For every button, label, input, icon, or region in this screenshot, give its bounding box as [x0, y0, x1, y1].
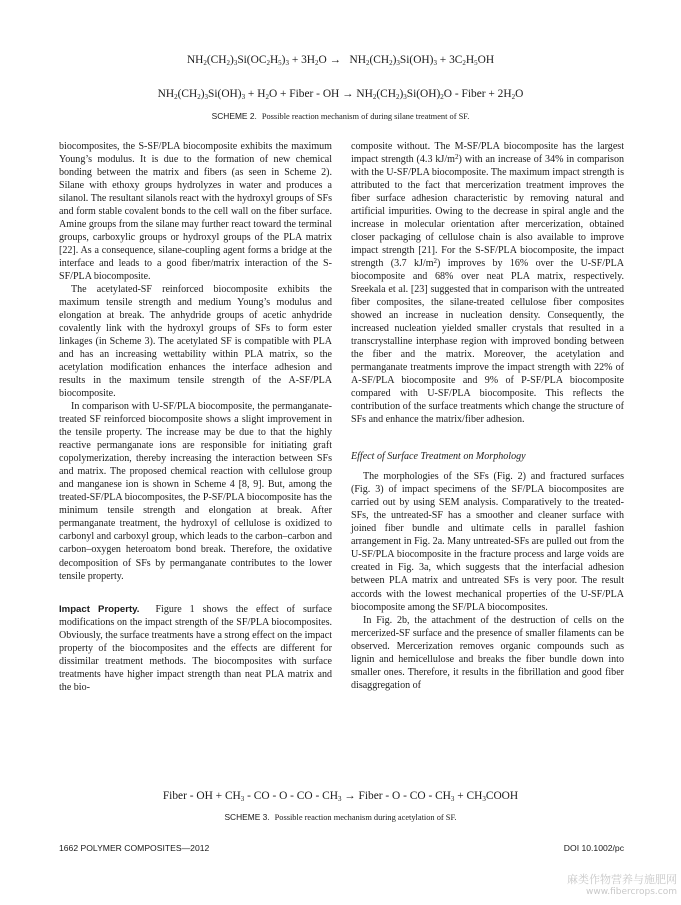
right-paragraph-3: In Fig. 2b, the attachment of the destruction of cells on the mercerized-SF surface and the presence of smaller filaments can be observed. Mercerization removes organic compounds such as lignin and hemicellulose and breaks the fiber bundle down into smaller ones. Therefore, it results in the fibrillation and good fiber disaggregation of: [351, 614, 624, 691]
left-paragraph-3: In comparison with U-SF/PLA biocomposite, the permanganate-treated SF reinforced biocomposite shows a slight improvement in the tensile property. The increase may be due to that the highly reactive permanganate ions are responsible for initiating graft copolymerization, thereby increasing the interaction between SFs and matrix. The proposed chemical reaction with cellulose group and manganese ion is shown in Scheme 4 [8, 9]. But, among the treated-SF/PLA biocomposites, the P-SF/PLA biocomposite has the minimum tensile strength and elongation at break. After permanganate treatment, the hydroxyl of cellulose is oxidized to carbonyl and carboxyl group, which leads to the carbon–carbon and carbon–oxygen heteroatom bond break. Therefore, the oxidative decomposition of SFs by permanganate contributes to the lower tensile property.: [59, 401, 332, 582]
left-paragraph-1: biocomposites, the S-SF/PLA biocomposite exhibits the maximum Young’s modulus. It is due to the formation of new chemical bonding between the matrix and fibers (as seen in Scheme 2). Silane with ethoxy groups hydrolyzes in water and produces a silanol. The resultant silanols react with the hydroxyl groups of SFs and form stable covalent bonds to the cell wall on the fiber surface. Amine groups from the silane may further react toward the terminal groups, carboxylic groups or hydroxyl groups of the PLA matrix [22]. As a consequence, silane-coupling agent forms a bridge at the interface and leads to a good fiber/matrix interaction of the S-SF/PLA biocomposite.: [59, 141, 332, 283]
watermark-url: www.fibercrops.com: [586, 887, 677, 897]
scheme2-label: SCHEME 2.: [211, 111, 257, 121]
impact-property-text: Figure 1 shows the effect of surface modifications on the impact strength of the SF/PLA biocomposites. Obviously, the surface treatments have a strong effect on the impact property of the biocomposites and the effects are different for dissimilar treatment methods. The biocomposites with surface treatments have higher impact strength than neat PLA matrix and the bio-: [59, 603, 333, 693]
morphology-section-heading: Effect of Surface Treatment on Morphology: [351, 451, 526, 463]
right-column: [351, 140, 624, 692]
impact-property-heading: Impact Property.: [59, 603, 140, 615]
footer-journal: 1662 POLYMER COMPOSITES—2012: [59, 843, 210, 853]
left-paragraph-4: [59, 603, 332, 694]
scheme2-equation-1: $NH_2(CH_2)_3Si(OC_2H_5)_3 + 3H_2O \to NH_2(CH_2)_3Si(OH)_3 + 3C_2H_5OH$: [186, 54, 495, 67]
watermark-text: 麻类作物营养与施肥网: [567, 873, 677, 886]
left-paragraph-2: The acetylated-SF reinforced biocomposite exhibits the maximum tensile strength and medium Young’s modulus and elongation at break. The anhydride groups of acetic anhydride covalently link with the hydroxyl groups of SFs to form ester linkages (in Scheme 3). The acetylated SF is compatible with PLA and has an increasing wettability within PLA matrix, so the acetylation modification enhances the interface adhesion and results in the maximum tensile strength of the A-SF/PLA biocomposite.: [59, 284, 332, 400]
scheme2-caption-text: Possible reaction mechanism of during silane treatment of SF.: [261, 112, 470, 121]
scheme2-equation-2: $NH_2(CH_2)_3Si(OH)_3 + H_2O$ + Fiber - OH → $NH_2(CH_2)_3Si(OH)_2O$ - Fiber + $2H_2O$: [157, 88, 524, 101]
left-column: [59, 140, 332, 694]
footer-doi: DOI 10.1002/pc: [563, 843, 624, 853]
watermark: [567, 873, 677, 899]
scheme2-caption: [0, 111, 681, 121]
right-paragraph-1: composite without. The M-SF/PLA biocomposite has the largest impact strength (4.3 $kJ/m^2$) with an increase of 34% in comparison with the U-SF/PLA biocomposite. The maximum impact strength is attributed to the fact that mercerization treatment improves the fiber surface adhesion characteristic by removing natural and artificial impurities. Owing to the decrease in spiral angle and the increase in molecular orientation after mercerization, obtained closer packaging of cellulose chain is also available to improve impact strength [21]. For the S-SF/PLA biocomposite, the impact strength (3.7 $kJ/m^2$) improves by 16% over the U-SF/PLA biocomposite and 68% over neat PLA matrix, respectively. Sreekala et al. [23] suggested that in comparison with the untreated fiber composites, the silane-treated cellulose fiber composites showed an increase in nucleation density. Consequently, the increased nucleation yielded smaller crystals that resulted in a transcrystalline interphase region with improved bonding between the fiber and the matrix. Moreover, the acetylation and permanganate treatments improve the impact strength with 22% of A-SF/PLA biocomposite and 9% of P-SF/PLA biocomposite compared with U-SF/PLA biocomposite. This reflects the contribution of the surface treatments which change the structure of SFs and enhance the matrix/fiber adhesion.: [351, 141, 625, 426]
right-paragraph-2: The morphologies of the SFs (Fig. 2) and fractured surfaces (Fig. 3) of impact specimens of the SF/PLA biocomposites are carried out by using SEM analysis. Comparatively to the treated-SFs, the untreated-SF has a smoother and cleaner surface with joined fiber bundle and ultimate cells in parallel fashion arrangement in Fig. 2a. Many untreated-SFs are pulled out from the U-SF/PLA biocomposite in the fracture process and large voids are created in Fig. 3a, which suggests that the interfacial adhesion between PLA matrix and untreated SFs is very poor. The result accords with the lowest mechanical properties of the U-SF/PLA biocomposite among the SF/PLA biocomposites.: [351, 471, 624, 613]
scheme3-caption: [0, 812, 681, 822]
scheme3-caption-text: Possible reaction mechanism during acetylation of SF.: [274, 813, 457, 822]
scheme3-equation: Fiber - OH + $CH_3$ - CO - O - CO - $CH_3$ → Fiber - O - CO - $CH_3$ + $CH_3COOH$: [162, 790, 519, 803]
scheme3-label: SCHEME 3.: [224, 812, 270, 822]
